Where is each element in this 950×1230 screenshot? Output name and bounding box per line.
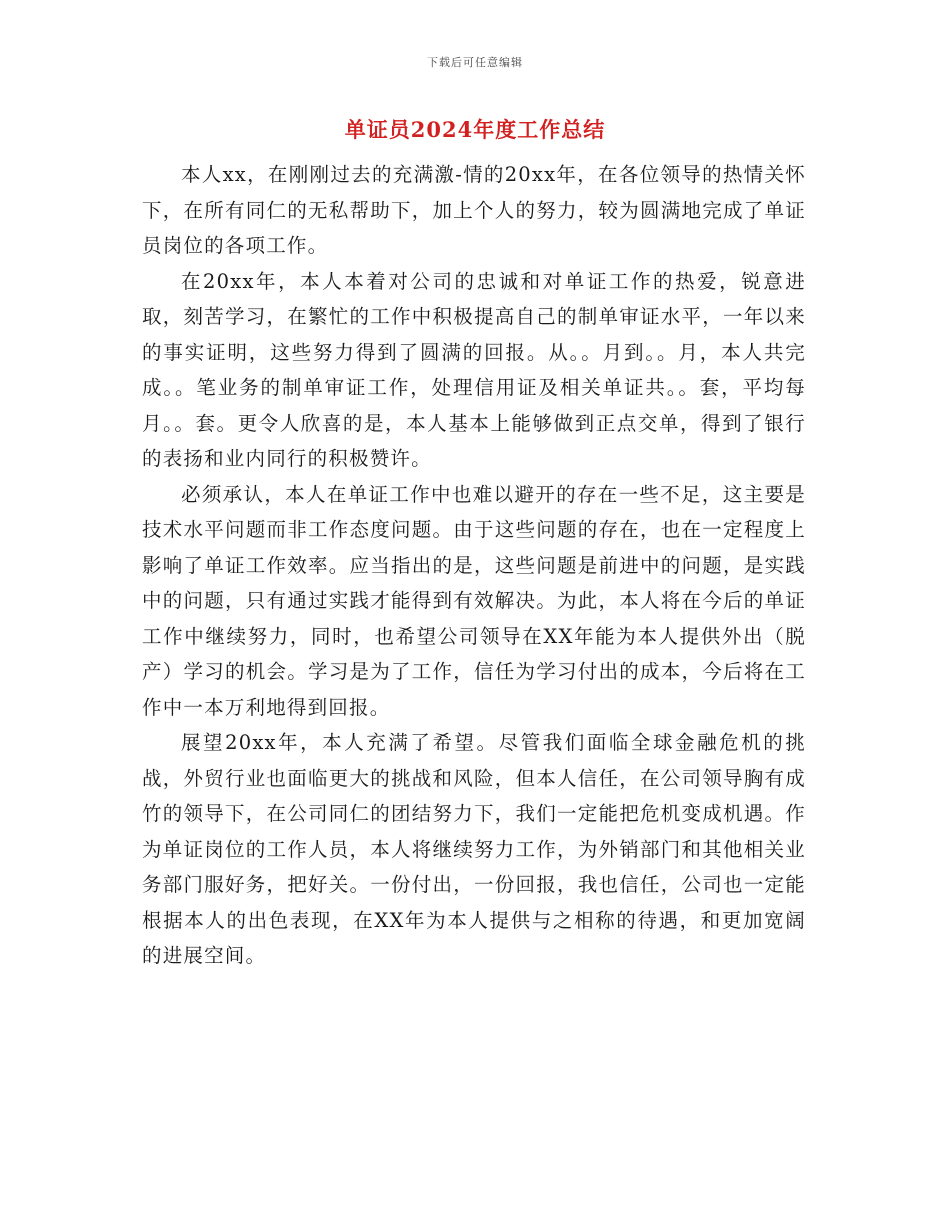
paragraph-4: 展望20xx年，本人充满了希望。尽管我们面临全球金融危机的挑战，外贸行业也面临更大的挑战和风险，但本人信任，在公司领导胸有成竹的领导下，在公司同仁的团结努力下，我们一定能把危机变成机遇。作为单证岗位的工作人员，本人将继续努力工作，为外销部门和其他相关业务部门服好务，把好关。一份付出，一份回报，我也信任，公司也一定能根据本人的出色表现，在XX年为本人提供与之相称的待遇，和更加宽阔的进展空间。: [142, 731, 806, 967]
paragraph-1: 本人xx，在刚刚过去的充满激-情的20xx年，在各位领导的热情关怀下，在所有同仁的无私帮助下，加上个人的努力，较为圆满地完成了单证员岗位的各项工作。: [142, 163, 806, 257]
paragraph-3: 必须承认，本人在单证工作中也难以避开的存在一些不足，这主要是技术水平问题而非工作态度问题。由于这些问题的存在，也在一定程度上影响了单证工作效率。应当指出的是，这些问题是前进中的问题，是实践中的问题，只有通过实践才能得到有效解决。为此，本人将在今后的单证工作中继续努力，同时，也希望公司领导在XX年能为本人提供外出（脱产）学习的机会。学习是为了工作，信任为学习付出的成本，今后将在工作中一本万利地得到回报。: [142, 482, 806, 719]
document-body: [142, 157, 806, 974]
paragraph-2: 在20xx年，本人本着对公司的忠诚和对单证工作的热爱，锐意进取，刻苦学习，在繁忙的工作中积极提高自己的制单审证水平，一年以来的事实证明，这些努力得到了圆满的回报。从。。月到。。月，本人共完成。。笔业务的制单审证工作，处理信用证及相关单证共。。套，平均每月。。套。更令人欣喜的是，本人基本上能够做到正点交单，得到了银行的表扬和业内同行的积极赞许。: [142, 269, 806, 470]
header-note: 下载后可任意编辑: [427, 56, 523, 69]
document-title: 单证员2024年度工作总结: [344, 117, 606, 142]
